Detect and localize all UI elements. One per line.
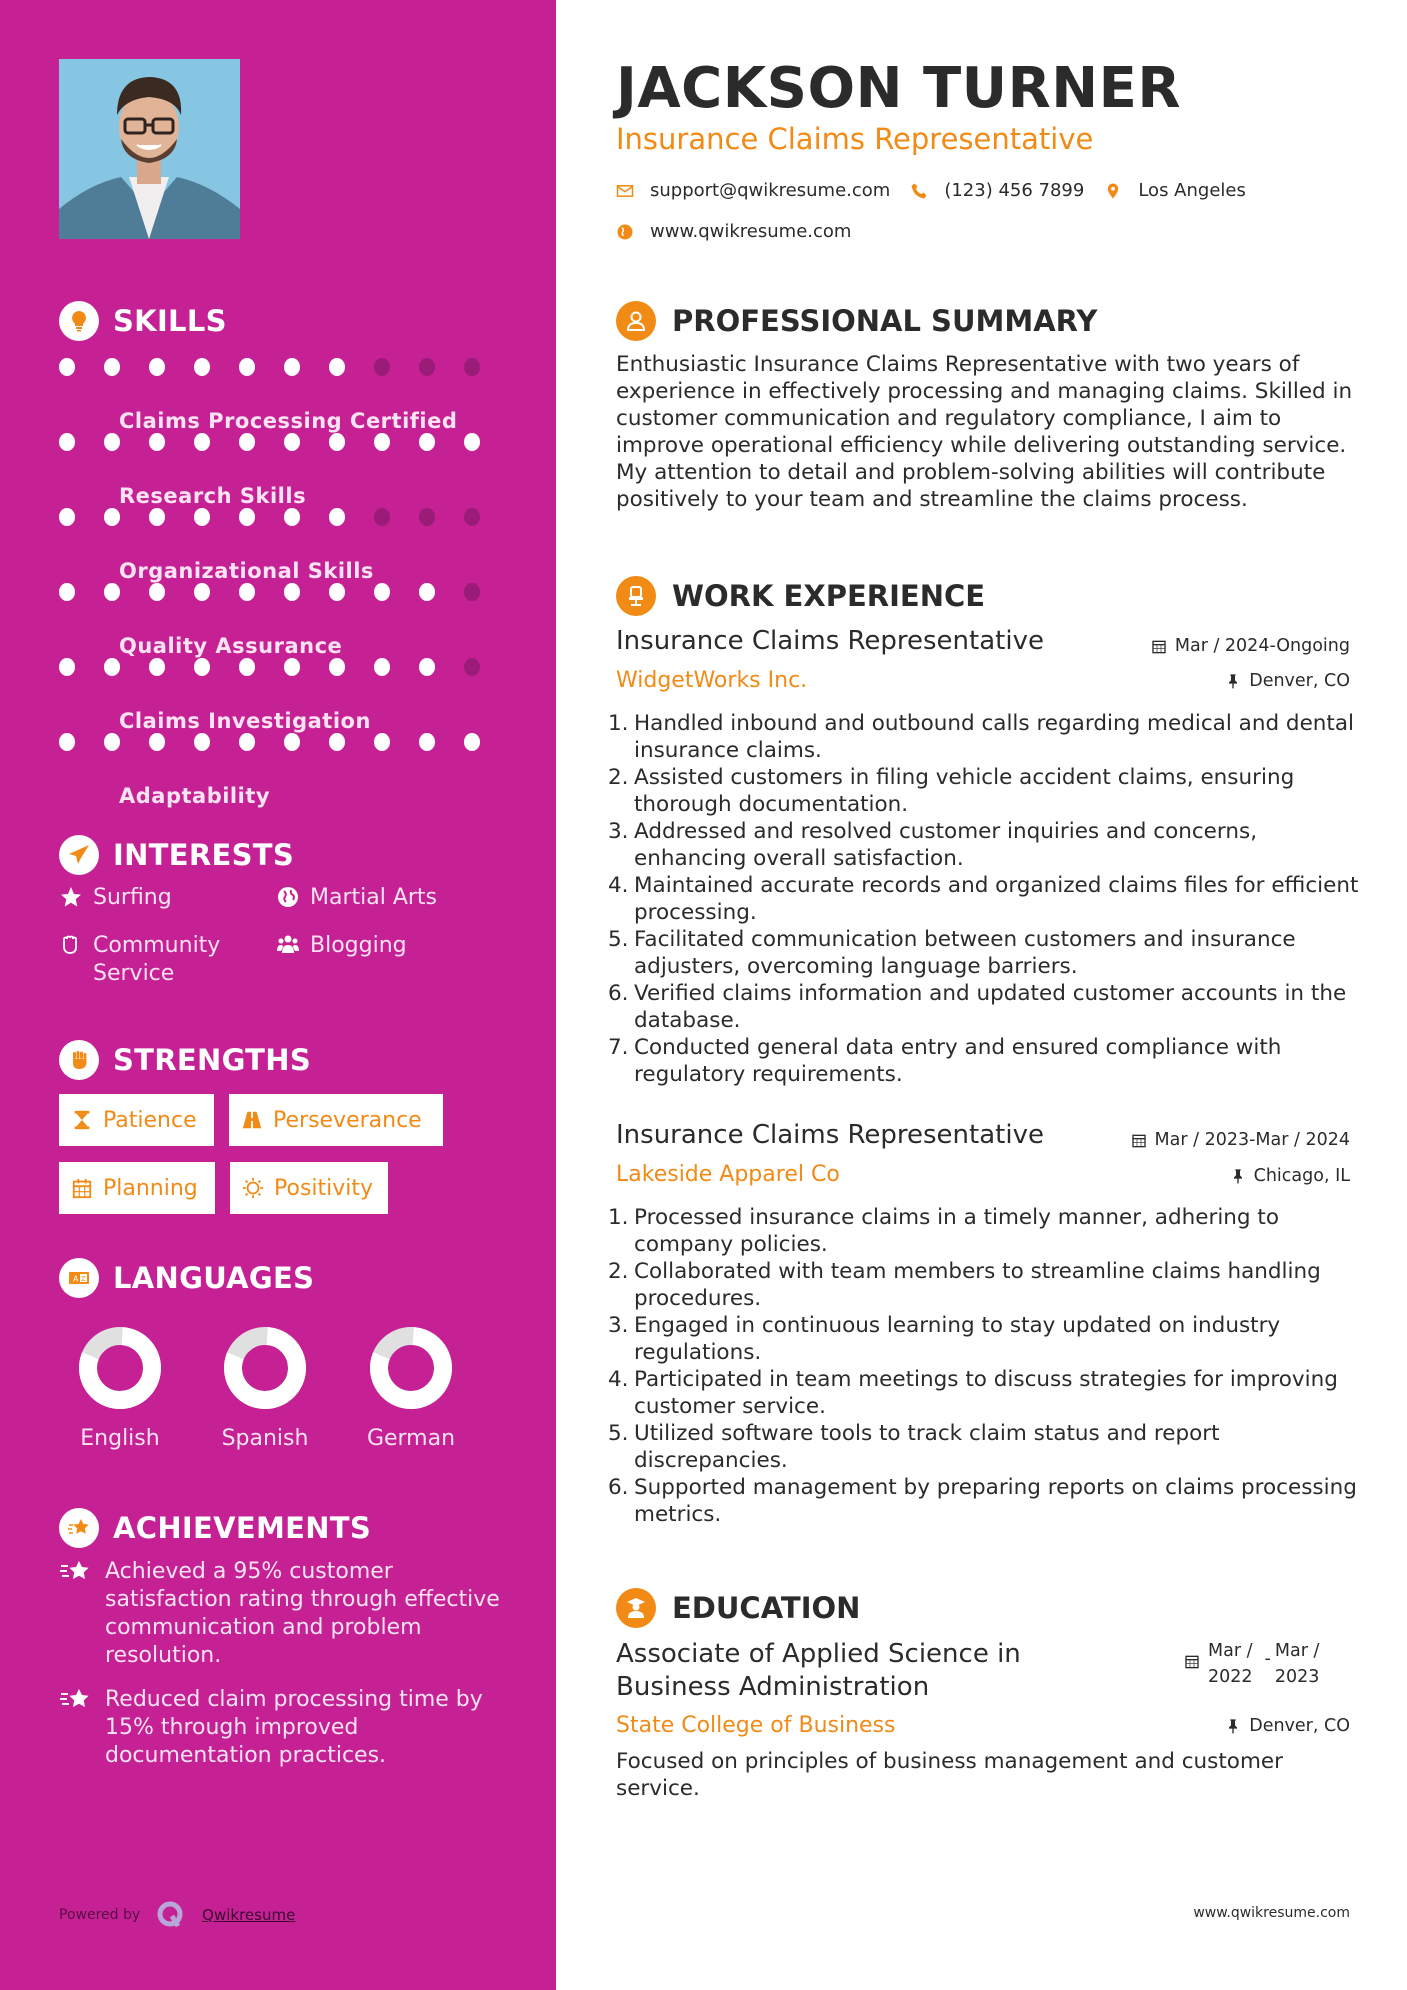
hourglass-icon [71,1109,93,1131]
language-label: Spanish [221,1426,309,1451]
globe-icon [616,223,634,241]
education-description: Focused on principles of business management and customer service. [616,1749,1283,1801]
skill-item [59,500,509,583]
bullet-text: Facilitated communication between customers and insurance adjusters, overcoming language barriers. [634,927,1296,979]
rating-dot-filled [239,358,255,376]
start-date: Mar / 2022 [1208,1641,1253,1687]
rating-dot-filled [419,733,435,751]
bullet-text: Processed insurance claims in a timely manner, adhering to company policies. [634,1205,1279,1257]
rating-dot-filled [239,658,255,676]
interest-label: Surfing [93,885,172,910]
skill-item [59,725,509,808]
education-heading [616,1588,860,1628]
rating-dot-filled [239,433,255,451]
user-icon [616,301,656,341]
rating-dot-empty [464,358,480,376]
rating-dot-filled [374,658,390,676]
rating-dot-filled [59,508,75,526]
language-label: English [80,1426,160,1451]
rating-dot-filled [329,658,345,676]
translate-icon [59,1258,99,1298]
section-title: STRENGTHS [113,1043,312,1077]
rating-dot-filled [59,583,75,601]
job-dates [1131,1130,1350,1150]
rating-dot-empty [464,508,480,526]
rating-dot-filled [194,658,210,676]
bullet-number: 4. [608,873,629,898]
main-content [556,0,1407,1990]
bullet-number: 6. [608,1475,629,1500]
interest-item-surfing [59,884,172,912]
rating-dot-filled [419,433,435,451]
rating-dot-filled [329,433,345,451]
job-location-text: Chicago, IL [1253,1166,1350,1186]
road-icon [241,1109,263,1131]
date-separator: - [1264,1649,1271,1669]
star-award-icon [59,1508,99,1548]
bullet-text: Engaged in continuous learning to stay updated on industry regulations. [634,1313,1281,1365]
skill-item [59,650,509,733]
achievements-heading [59,1508,371,1548]
rating-dot-filled [59,658,75,676]
achievement-item [59,1558,509,1670]
rating-dot-filled [239,733,255,751]
skill-rating [59,658,509,676]
bullet-number: 3. [608,1313,629,1338]
rating-dot-filled [104,583,120,601]
phone[interactable]: (123) 456 7899 [944,180,1085,201]
bullet-number: 1. [608,1205,629,1230]
bullet-number: 1. [608,711,629,736]
language-item [361,1326,461,1451]
pushpin-icon [1225,1718,1241,1734]
portrait-image [59,59,240,239]
language-item [215,1326,315,1451]
skill-rating [59,508,509,526]
bullet-number: 4. [608,1367,629,1392]
hand-icon [59,933,83,957]
rating-dot-filled [329,508,345,526]
bullet-text: Assisted customers in filing vehicle accident claims, ensuring thorough documentation. [634,765,1295,817]
powered-by [59,1900,295,1930]
rating-dot-filled [149,433,165,451]
rating-dot-filled [149,358,165,376]
bullet-number: 5. [608,927,629,952]
rating-dot-filled [59,733,75,751]
shooting-star-icon [59,1558,91,1586]
job-dates [1151,636,1350,656]
job-bullet [608,818,1366,872]
rating-dot-filled [194,433,210,451]
education-location [1225,1716,1350,1736]
bullet-text: Maintained accurate records and organized claims files for efficient processing. [634,873,1359,925]
rating-dot-empty [419,508,435,526]
map-pin-icon [1104,182,1122,200]
location: Los Angeles [1138,180,1246,201]
job-location [1230,1166,1350,1186]
rating-dot-filled [104,658,120,676]
rating-dot-filled [464,433,480,451]
rating-dot-filled [329,583,345,601]
bullet-text: Supported management by preparing reports on claims processing metrics. [634,1475,1357,1527]
rating-dot-filled [284,358,300,376]
achievement-item [59,1686,509,1770]
rating-dot-filled [104,508,120,526]
language-donut-chart [369,1326,453,1410]
language-donut-chart [78,1326,162,1410]
bullet-number: 3. [608,819,629,844]
section-title: PROFESSIONAL SUMMARY [672,304,1098,338]
rating-dot-filled [194,508,210,526]
skill-item [59,425,509,508]
envelope-icon [616,182,634,200]
job-bullet [608,1312,1366,1366]
strength-chip-positivity [230,1162,388,1214]
rating-dot-filled [149,583,165,601]
qwikresume-link[interactable]: Qwikresume [202,1906,296,1924]
job-bullet [608,1474,1366,1528]
email[interactable]: support@qwikresume.com [650,180,891,201]
rating-dot-empty [374,508,390,526]
job-bullet [608,926,1366,980]
rating-dot-empty [464,583,480,601]
job-location-text: Denver, CO [1249,671,1350,691]
skill-name: Adaptability [119,784,271,808]
education-dates [1184,1638,1319,1690]
sun-icon [242,1177,264,1199]
calendar-icon [71,1177,93,1199]
language-donut-chart [223,1326,307,1410]
rating-dot-filled [374,733,390,751]
graduate-icon [616,1588,656,1628]
skill-rating [59,733,509,751]
rating-dot-filled [149,733,165,751]
rating-dot-filled [59,433,75,451]
section-title: EDUCATION [672,1591,861,1625]
bullet-text: Collaborated with team members to streamline claims handling procedures. [634,1259,1321,1311]
experience-heading [616,576,985,616]
bullet-number: 7. [608,1035,629,1060]
profile-photo [59,59,240,239]
section-title: INTERESTS [113,838,295,872]
skill-name: Claims Processing Certified [119,409,458,433]
bullet-number: 5. [608,1421,629,1446]
rating-dot-filled [239,583,255,601]
sidebar [0,0,556,1990]
strength-label: Planning [103,1175,198,1201]
job-title: Insurance Claims Representative [616,1120,1044,1150]
education-location-text: Denver, CO [1249,1716,1350,1736]
skill-rating [59,358,509,376]
rating-dot-filled [419,583,435,601]
bullet-number: 2. [608,1259,629,1284]
job-bullets [608,1204,1366,1528]
job-bullet [608,872,1366,926]
calendar-icon [1151,638,1167,654]
job-bullet [608,1420,1366,1474]
website-row [616,221,851,242]
powered-by-label: Powered by [59,1907,141,1923]
phone-icon [910,182,928,200]
job-bullet [608,1034,1366,1088]
section-title: LANGUAGES [113,1261,315,1295]
qwikresume-logo-icon [156,1900,186,1930]
language-label: German [366,1426,456,1451]
bullet-number: 6. [608,981,629,1006]
strength-chip-perseverance [229,1094,443,1146]
rating-dot-filled [59,358,75,376]
job-company: WidgetWorks Inc. [616,668,808,693]
rating-dot-filled [104,433,120,451]
svg-text:A: A [73,1274,79,1284]
skill-rating [59,583,509,601]
pushpin-icon [1225,673,1241,689]
job-bullet [608,1366,1366,1420]
summary-heading [616,301,1097,341]
bullet-text: Handled inbound and outbound calls regarding medical and dental insurance claims. [634,711,1355,763]
strength-label: Patience [103,1107,197,1133]
strength-label: Positivity [274,1175,374,1201]
rating-dot-filled [194,733,210,751]
job-bullet [608,980,1366,1034]
degree-title: Associate of Applied Science in Business Administration [616,1639,1021,1702]
contact-row [616,180,1246,201]
rating-dot-filled [284,508,300,526]
skill-name: Organizational Skills [119,559,374,583]
shooting-star-icon [59,1686,91,1714]
rating-dot-empty [374,358,390,376]
achievement-text: Reduced claim processing time by 15% through improved documentation practices. [105,1687,483,1768]
school-name: State College of Business [616,1713,896,1738]
strength-chip-planning [59,1162,215,1214]
job-bullets [608,710,1366,1088]
candidate-name: JACKSON TURNER [616,56,1182,121]
job-dates-text: Mar / 2024-Ongoing [1174,636,1350,656]
office-chair-icon [616,576,656,616]
skill-name: Research Skills [119,484,307,508]
interest-label: Community Service [93,933,221,986]
users-icon [276,933,300,957]
calendar-icon [1131,1132,1147,1148]
job-bullet [608,710,1366,764]
rating-dot-filled [284,658,300,676]
paper-plane-icon [59,835,99,875]
pushpin-icon [1230,1168,1246,1184]
interest-label: Blogging [310,933,407,958]
bullet-text: Participated in team meetings to discuss strategies for improving customer service. [634,1367,1338,1419]
bullet-text: Utilized software tools to track claim status and report discrepancies. [634,1421,1220,1473]
website[interactable]: www.qwikresume.com [650,221,852,242]
fist-icon [59,1040,99,1080]
rating-dot-filled [284,733,300,751]
skills-heading [59,301,227,341]
rating-dot-filled [329,733,345,751]
footer-url[interactable]: www.qwikresume.com [1193,1905,1350,1921]
lightbulb-icon [59,301,99,341]
skill-item [59,575,509,658]
calendar-icon [1184,1653,1200,1669]
rating-dot-filled [194,583,210,601]
skill-rating [59,433,509,451]
candidate-title: Insurance Claims Representative [616,122,1094,156]
rating-dot-filled [374,583,390,601]
rating-dot-filled [104,733,120,751]
rating-dot-filled [284,583,300,601]
skill-name: Quality Assurance [119,634,343,658]
rating-dot-filled [374,433,390,451]
svg-text:Z: Z [81,1275,86,1283]
rating-dot-empty [464,658,480,676]
skill-item [59,350,509,433]
interest-item-community-service [59,932,220,988]
rating-dot-empty [419,358,435,376]
achievement-text: Achieved a 95% customer satisfaction rating through effective communication and problem resolution. [105,1559,500,1668]
language-item [70,1326,170,1451]
rating-dot-filled [329,358,345,376]
globe-icon [276,885,300,909]
interest-item-martial-arts [276,884,437,912]
job-dates-text: Mar / 2023-Mar / 2024 [1154,1130,1350,1150]
bullet-text: Verified claims information and updated customer accounts in the database. [634,981,1347,1033]
rating-dot-filled [194,358,210,376]
rating-dot-filled [104,358,120,376]
star-icon [59,885,83,909]
bullet-text: Conducted general data entry and ensured compliance with regulatory requirements. [634,1035,1282,1087]
bullet-number: 2. [608,765,629,790]
summary-text: Enthusiastic Insurance Claims Representative with two years of experience in effectively processing and managing claims. Skilled in customer communication and regulatory compliance, I aim to improve operational efficiency while delivering outstanding service. My attention to detail and problem-solving abilities will contribute positively to your team and streamline the claims process. [616,352,1353,512]
interest-label: Martial Arts [310,885,438,910]
interests-heading [59,835,294,875]
section-title: SKILLS [113,304,227,338]
rating-dot-filled [239,508,255,526]
job-bullet [608,1258,1366,1312]
rating-dot-filled [149,508,165,526]
languages-heading [59,1258,314,1298]
job-bullet [608,1204,1366,1258]
job-location [1225,671,1350,691]
strength-chip-patience [59,1094,214,1146]
job-company: Lakeside Apparel Co [616,1162,840,1187]
job-bullet [608,764,1366,818]
interest-item-blogging [276,932,407,960]
rating-dot-filled [464,733,480,751]
rating-dot-filled [149,658,165,676]
strength-label: Perseverance [273,1107,422,1133]
strengths-heading [59,1040,311,1080]
rating-dot-filled [284,433,300,451]
bullet-text: Addressed and resolved customer inquiries and concerns, enhancing overall satisfaction. [634,819,1258,871]
rating-dot-filled [419,658,435,676]
section-title: WORK EXPERIENCE [672,579,986,613]
section-title: ACHIEVEMENTS [113,1511,372,1545]
job-title: Insurance Claims Representative [616,626,1044,656]
end-date: Mar / 2023 [1274,1641,1320,1687]
skill-name: Claims Investigation [119,709,371,733]
